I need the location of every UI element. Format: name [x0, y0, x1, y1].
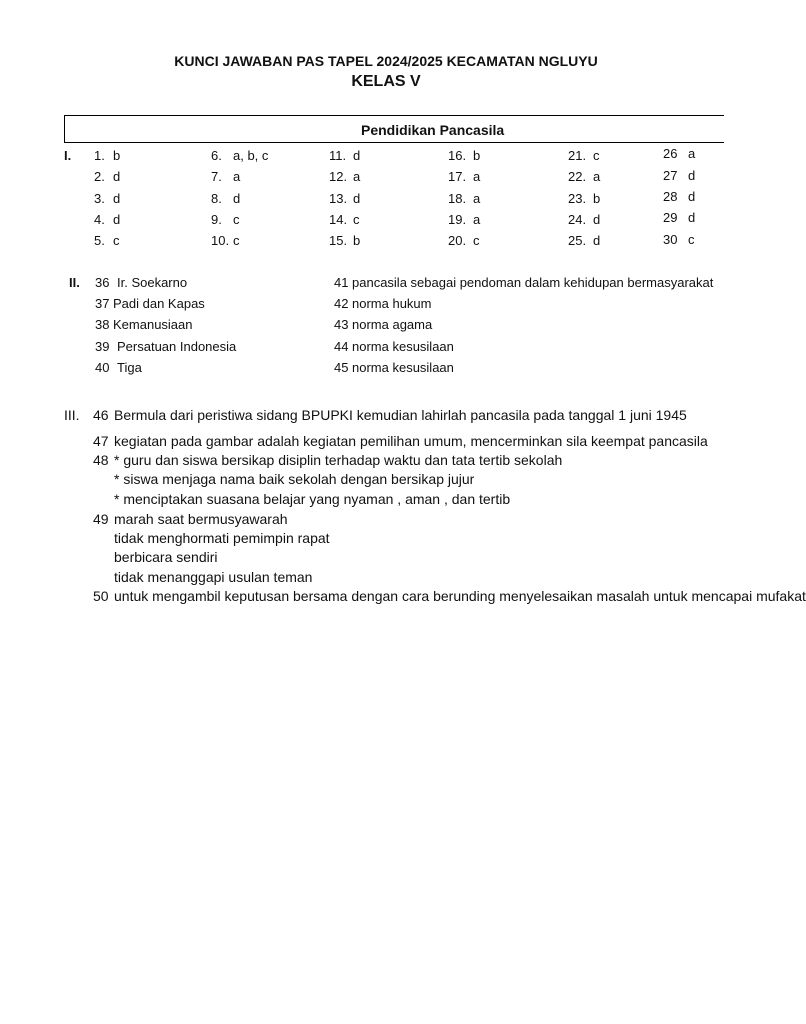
question-number: 14. [329, 212, 348, 227]
answer-choice: d [688, 168, 696, 183]
document-title: KUNCI JAWABAN PAS TAPEL 2024/2025 KECAMATAN NGLUYU [174, 53, 598, 69]
essay-answer-line: marah saat bermusyawarah [114, 511, 288, 527]
answer-choice: c [353, 212, 360, 227]
essay-answer: kegiatan pada gambar adalah kegiatan pemilihan umum, mencerminkan sila keempat pancasila [114, 433, 708, 449]
question-number: 39 [95, 339, 110, 354]
answer-choice: a [593, 169, 601, 184]
answer-choice: d [113, 191, 121, 206]
answer-choice: a, b, c [233, 148, 269, 163]
essay-answer-line: tidak menanggapi usulan teman [114, 569, 313, 585]
question-number: 4. [94, 212, 105, 227]
short-answer: norma kesusilaan [352, 360, 454, 375]
question-number: 24. [568, 212, 587, 227]
question-number: 36 [95, 275, 110, 290]
essay-answer-line: * menciptakan suasana belajar yang nyaman , aman , dan tertib [114, 491, 511, 507]
question-number: 5. [94, 233, 105, 248]
answer-choice: c [113, 233, 120, 248]
question-number: 50 [93, 588, 109, 604]
short-answer: norma hukum [352, 296, 432, 311]
question-number: 25. [568, 233, 587, 248]
short-answer: pancasila sebagai pendoman dalam kehidupan bermasyarakat [352, 275, 714, 290]
question-number: 49 [93, 511, 109, 527]
question-number: 45 [334, 360, 349, 375]
question-number: 3. [94, 191, 105, 206]
answer-choice: c [473, 233, 480, 248]
question-number: 42 [334, 296, 349, 311]
answer-choice: a [473, 212, 481, 227]
answer-choice: d [353, 191, 361, 206]
answer-choice: a [473, 191, 481, 206]
answer-choice: a [233, 169, 241, 184]
answer-choice: b [353, 233, 361, 248]
answer-choice: d [233, 191, 241, 206]
answer-choice: d [113, 169, 121, 184]
class-title: KELAS V [351, 73, 421, 90]
essay-answer-line: * guru dan siswa bersikap disiplin terhadap waktu dan tata tertib sekolah [114, 452, 563, 468]
section-1-label: I. [64, 148, 72, 163]
short-answer: norma kesusilaan [352, 339, 454, 354]
question-number: 43 [334, 317, 349, 332]
short-answer: Padi dan Kapas [113, 296, 205, 311]
question-number: 6. [211, 148, 222, 163]
question-number: 23. [568, 191, 587, 206]
question-number: 15. [329, 233, 348, 248]
question-number: 27 [663, 168, 678, 183]
answer-choice: c [593, 148, 600, 163]
answer-choice: b [473, 148, 481, 163]
question-number: 2. [94, 169, 105, 184]
essay-answer-line: tidak menghormati pemimpin rapat [114, 530, 330, 546]
question-number: 28 [663, 189, 678, 204]
short-answer: Persatuan Indonesia [117, 339, 237, 354]
essay-answer: untuk mengambil keputusan bersama dengan cara berunding menyelesaikan masalah untuk mencapai mufakat [114, 588, 806, 604]
question-number: 16. [448, 148, 467, 163]
section-2-label: II. [69, 275, 80, 290]
answer-choice: b [593, 191, 601, 206]
question-number: 18. [448, 191, 467, 206]
question-number: 21. [568, 148, 587, 163]
answer-choice: d [593, 233, 601, 248]
essay-answer-line: * siswa menjaga nama baik sekolah dengan bersikap jujur [114, 471, 475, 487]
question-number: 47 [93, 433, 109, 449]
short-answer: Tiga [117, 360, 142, 375]
question-number: 12. [329, 169, 348, 184]
answer-choice: c [688, 232, 695, 247]
short-answer: Ir. Soekarno [117, 275, 188, 290]
answer-choice: a [473, 169, 481, 184]
answer-choice: d [113, 212, 121, 227]
question-number: 29 [663, 210, 678, 225]
short-answer: Kemanusiaan [113, 317, 193, 332]
question-number: 1. [94, 148, 105, 163]
answer-choice: c [233, 233, 240, 248]
subject-title: Pendidikan Pancasila [361, 122, 505, 138]
question-number: 30 [663, 232, 678, 247]
question-number: 19. [448, 212, 467, 227]
answer-choice: b [113, 148, 121, 163]
answer-choice: d [593, 212, 601, 227]
answer-choice: c [233, 212, 240, 227]
question-number: 48 [93, 452, 109, 468]
question-number: 38 [95, 317, 110, 332]
essay-answer: Bermula dari peristiwa sidang BPUPKI kemudian lahirlah pancasila pada tanggal 1 juni 1945 [114, 407, 687, 423]
question-number: 17. [448, 169, 467, 184]
question-number: 26 [663, 146, 678, 161]
answer-choice: d [688, 189, 696, 204]
question-number: 46 [93, 407, 109, 423]
question-number: 37 [95, 296, 110, 311]
question-number: 8. [211, 191, 222, 206]
section-3-label: III. [64, 407, 80, 423]
question-number: 7. [211, 169, 222, 184]
question-number: 11. [329, 148, 347, 163]
answer-choice: a [353, 169, 361, 184]
question-number: 22. [568, 169, 587, 184]
answer-choice: d [688, 210, 696, 225]
question-number: 13. [329, 191, 348, 206]
question-number: 9. [211, 212, 222, 227]
answer-choice: a [688, 146, 696, 161]
question-number: 20. [448, 233, 467, 248]
question-number: 44 [334, 339, 349, 354]
question-number: 41 [334, 275, 349, 290]
answer-choice: d [353, 148, 361, 163]
question-number: 40 [95, 360, 110, 375]
short-answer: norma agama [352, 317, 433, 332]
essay-answer-line: berbicara sendiri [114, 549, 218, 565]
question-number: 10. [211, 233, 230, 248]
